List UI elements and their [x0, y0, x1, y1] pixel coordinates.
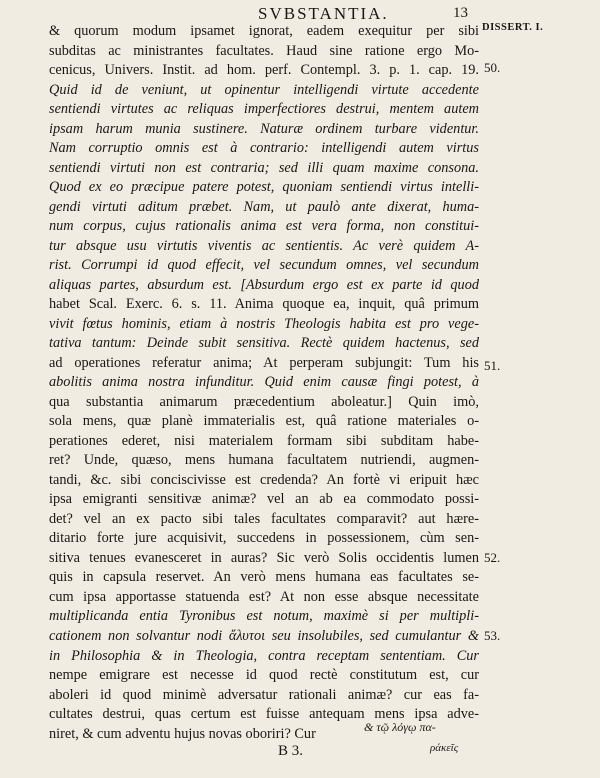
text-line: perationes ederet, nisi materialem formam sibi subditam habe-: [49, 432, 479, 449]
text-line: Quod ex eo præcipue patere potest, quoniam sentiendi virtus intelli-: [49, 179, 479, 196]
text-line: Nam corruptio omnis est à contrario: intelligendi autem virtus: [49, 140, 479, 157]
text-line: aboleri id quod minimè adversatur rationali animæ? cur eas fa-: [49, 686, 479, 703]
margin-note: 53.: [484, 628, 501, 643]
text-line: cenicus, Univers. Instit. ad hom. perf. Contempl. 3. p. 1. cap. 19.: [49, 62, 479, 79]
text-line: cationem non solvantur nodi ἄλυτοι seu insolubiles, sed cumulantur &: [49, 627, 479, 644]
text-line: quis in capsula reservet. An verò mens humana eas facultates se-: [49, 569, 479, 586]
text-line: det? vel an ex pacto sibi tales facultates comparavit? aut hære-: [49, 510, 479, 527]
running-title: SVBSTANTIA.: [258, 4, 389, 23]
text-line: vivit fœtus hominis, etiam à nostris Theologis habita est pro vege-: [49, 315, 479, 332]
text-line: tandi, &c. sibi conciscivisse est credenda? An fortè vi eripuit hæc: [49, 471, 479, 488]
text-line: sentiendi virtuti non est contraria; sed illi quam maxime consona.: [49, 159, 479, 176]
page-number: 13: [453, 5, 468, 21]
text-line: in Philosophia & in Theologia, contra receptam sententiam. Cur: [49, 647, 479, 664]
text-line: subditas ac ministrantes facultates. Haud sine ratione ergo Mo-: [49, 42, 479, 59]
margin-note: 51.: [484, 358, 501, 373]
text-line: qua substantia animarum præcedentium aboleatur.] Quin imò,: [49, 393, 479, 410]
text-line: abolitis anima nostra infunditur. Quid enim causæ fingi potest, à: [49, 374, 479, 391]
catchword: ράκεῖς: [430, 742, 459, 754]
text-line: ipsam harum munia sustinere. Naturæ ordinem turbare videntur.: [49, 120, 479, 137]
text-line: nempe emigrare est necesse id quod rectè constitutum est, cur: [49, 667, 479, 684]
text-line: num corpus, cujus rationalis anima est vera forma, non constitui-: [49, 218, 479, 235]
text-line: habet Scal. Exerc. 6. s. 11. Anima quoque ea, inquit, quâ primum: [49, 296, 479, 313]
text-line: tativa tantum: Deinde subit sensitiva. Rectè quidem hactenus, sed: [49, 335, 479, 352]
text-line: cultates destrui, quas certum est fuisse antequam mens ipsa adve-: [49, 706, 479, 723]
text-line: Quid id de veniunt, ut opinentur intelligendi virtute accedente: [49, 81, 479, 98]
text-line: & quorum modum ipsamet ignorat, eadem exequitur per sibi: [49, 23, 479, 39]
catchword: & τῷ λόγῳ πα-: [364, 720, 436, 734]
body-text: [49, 22, 479, 744]
text-line: tur absque usu virtutis viventis ac sentientis. Ac verè quidem A-: [49, 237, 479, 254]
text-line: sola mens, quæ planè immaterialis est, quâ ratione materiales o-: [49, 413, 479, 430]
text-line: niret, & cum adventu hujus novas oboriri? Cur: [49, 725, 316, 742]
margin-note: 50.: [484, 60, 501, 75]
text-line: ad operationes referatur anima; At perperam subjungit: Tum his: [49, 354, 479, 371]
text-line: sentiendi virtutes ac reliquas imperfectiores destrui, mentem autem: [49, 101, 479, 118]
text-line: gendi virtuti aditum præbet. Nam, ut paulò ante dixerat, huma-: [49, 198, 479, 215]
text-line: ditario forte jure acquisivit, succedens in possessionem, cùm sen-: [49, 530, 479, 547]
text-line: multiplicanda entia Tyronibus est notum, maximè si per multipli-: [49, 608, 479, 625]
text-line: cum ipsa apportasse statuenda est? At non esse absque necessitate: [49, 588, 479, 605]
text-line: sitiva tenues evanesceret in auras? Sic verò Solis occidentis lumen: [49, 549, 479, 566]
text-line: ret? Unde, quæso, mens humana facultatem nutriendi, augmen-: [49, 452, 479, 469]
text-line: ipsa emigranti sensitivæ animæ? vel an ab ea commodato possi-: [49, 491, 479, 508]
text-line: rist. Corrumpi id quod effecit, vel secundum omnes, vel secundum: [49, 257, 479, 274]
section-heading: DISSERT. I.: [482, 22, 544, 33]
margin-note: 52.: [484, 550, 501, 565]
text-line: aliquas partes, absurdum est. [Absurdum ergo est ex parte id quod: [49, 276, 479, 293]
signature-mark: B 3.: [278, 743, 304, 759]
